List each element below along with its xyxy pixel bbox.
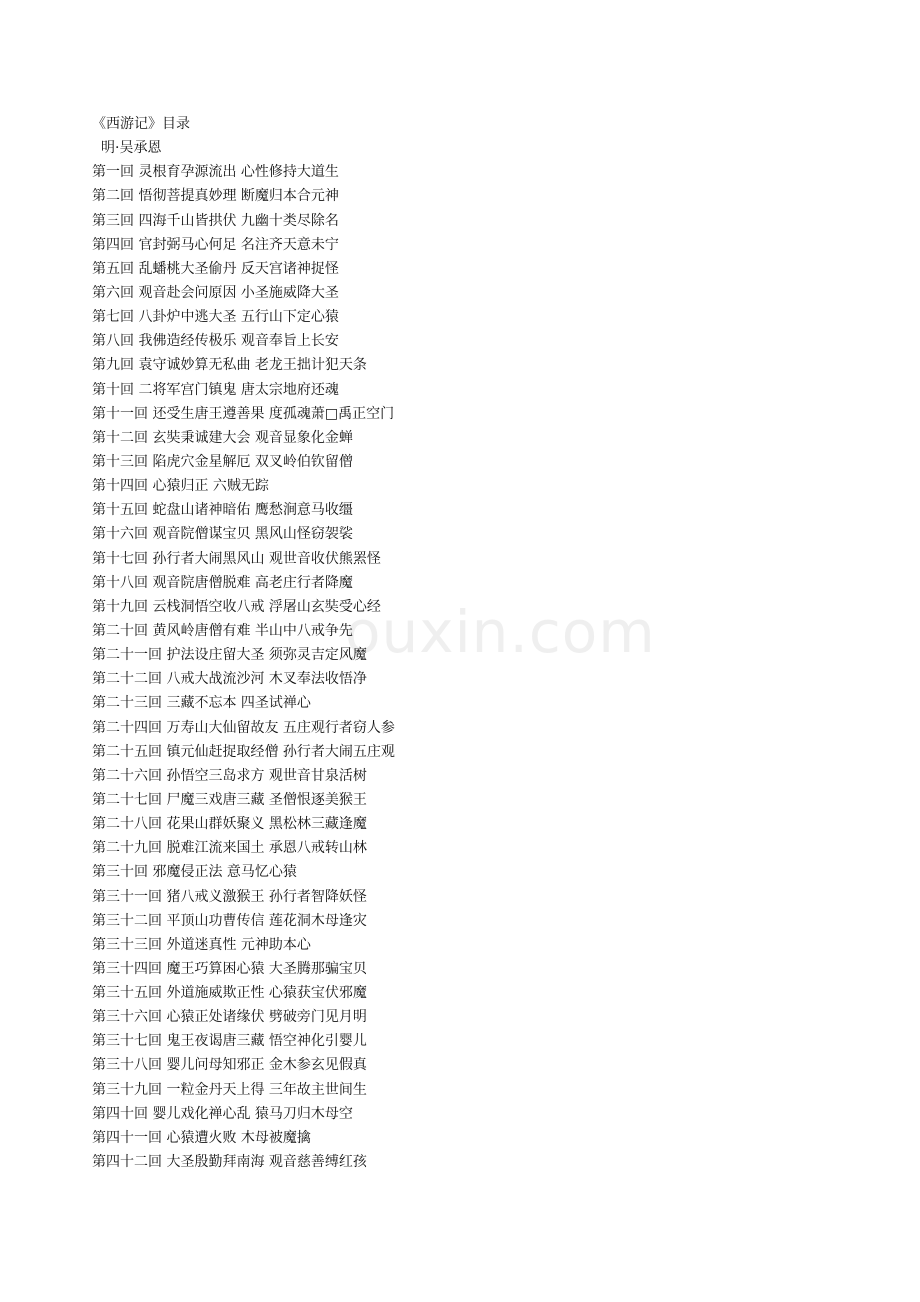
chapter-entry: 第十九回 云栈洞悟空收八戒 浮屠山玄奘受心经 xyxy=(92,598,381,615)
chapter-entry: 第十三回 陷虎穴金星解厄 双叉岭伯钦留僧 xyxy=(92,453,353,470)
chapter-entry: 第一回 灵根育孕源流出 心性修持大道生 xyxy=(92,164,339,181)
chapter-entry: 第三十一回 猪八戒义激猴王 孙行者智降妖怪 xyxy=(92,888,367,905)
watermark: ouxin.com xyxy=(345,598,656,666)
chapter-entry: 第四十二回 大圣殷勤拜南海 观音慈善缚红孩 xyxy=(92,1154,367,1171)
chapter-entry: 第十二回 玄奘秉诚建大会 观音显象化金蝉 xyxy=(92,429,353,446)
chapter-entry: 第五回 乱蟠桃大圣偷丹 反天宫诸神捉怪 xyxy=(92,260,339,277)
chapter-entry: 第二十七回 尸魔三戏唐三藏 圣僧恨逐美猴王 xyxy=(92,791,367,808)
chapter-entry: 第三十五回 外道施威欺正性 心猿获宝伏邪魔 xyxy=(92,985,367,1002)
chapter-entry: 第八回 我佛造经传极乐 观音奉旨上长安 xyxy=(92,333,339,350)
document-title: 《西游记》目录 xyxy=(92,116,190,132)
chapter-entry: 第六回 观音赴会问原因 小圣施威降大圣 xyxy=(92,284,339,301)
chapter-entry: 第二十六回 孙悟空三岛求方 观世音甘泉活树 xyxy=(92,767,367,784)
chapter-entry: 第十回 二将军宫门镇鬼 唐太宗地府还魂 xyxy=(92,381,339,398)
chapter-entry: 第七回 八卦炉中逃大圣 五行山下定心猿 xyxy=(92,309,339,326)
chapter-entry: 第二十八回 花果山群妖聚义 黑松林三藏逢魔 xyxy=(92,816,367,833)
chapter-entry: 第二回 悟彻菩提真妙理 断魔归本合元神 xyxy=(92,188,339,205)
chapter-entry: 第十四回 心猿归正 六贼无踪 xyxy=(92,478,269,495)
chapter-entry: 第十七回 孙行者大闹黑风山 观世音收伏熊罴怪 xyxy=(92,550,381,567)
chapter-entry: 第三十九回 一粒金丹天上得 三年故主世间生 xyxy=(92,1081,367,1098)
chapter-entry: 第十一回 还受生唐王遵善果 度孤魂萧□禹正空门 xyxy=(92,405,395,422)
chapter-entry: 第四回 官封弼马心何足 名注齐天意未宁 xyxy=(92,236,339,253)
chapter-entry: 第二十五回 镇元仙赶捉取经僧 孙行者大闹五庄观 xyxy=(92,743,395,760)
chapter-entry: 第二十九回 脱难江流来国土 承恩八戒转山林 xyxy=(92,840,367,857)
table-of-contents xyxy=(92,160,852,1174)
chapter-entry: 第四十一回 心猿遭火败 木母被魔擒 xyxy=(92,1129,311,1146)
chapter-entry: 第二十三回 三藏不忘本 四圣试禅心 xyxy=(92,695,311,712)
chapter-entry: 第三十七回 鬼王夜谒唐三藏 悟空神化引婴儿 xyxy=(92,1033,367,1050)
chapter-entry: 第十六回 观音院僧谋宝贝 黑风山怪窃袈裟 xyxy=(92,526,353,543)
chapter-entry: 第三回 四海千山皆拱伏 九幽十类尽除名 xyxy=(92,212,339,229)
chapter-entry: 第三十二回 平顶山功曹传信 莲花洞木母逢灾 xyxy=(92,912,367,929)
chapter-entry: 第二十四回 万寿山大仙留故友 五庄观行者窃人参 xyxy=(92,719,395,736)
chapter-entry: 第二十一回 护法设庄留大圣 须弥灵吉定风魔 xyxy=(92,647,367,664)
document-author: 明·吴承恩 xyxy=(101,140,162,157)
chapter-entry: 第三十回 邪魔侵正法 意马忆心猿 xyxy=(92,864,297,881)
chapter-entry: 第三十三回 外道迷真性 元神助本心 xyxy=(92,936,311,953)
chapter-entry: 第三十四回 魔王巧算困心猿 大圣腾那骗宝贝 xyxy=(92,960,367,977)
chapter-entry: 第十八回 观音院唐僧脱难 高老庄行者降魔 xyxy=(92,574,353,591)
chapter-entry: 第二十二回 八戒大战流沙河 木叉奉法收悟净 xyxy=(92,671,367,688)
document-page xyxy=(92,112,852,1174)
chapter-entry: 第九回 袁守诚妙算无私曲 老龙王拙计犯天条 xyxy=(92,357,367,374)
chapter-entry: 第二十回 黄风岭唐僧有难 半山中八戒争先 xyxy=(92,622,353,639)
chapter-entry: 第四十回 婴儿戏化禅心乱 猿马刀归木母空 xyxy=(92,1105,353,1122)
chapter-entry: 第三十八回 婴儿问母知邪正 金木参玄见假真 xyxy=(92,1057,367,1074)
chapter-entry: 第三十六回 心猿正处诸缘伏 劈破旁门见月明 xyxy=(92,1009,367,1026)
chapter-entry: 第十五回 蛇盘山诸神暗佑 鹰愁涧意马收缰 xyxy=(92,502,353,519)
